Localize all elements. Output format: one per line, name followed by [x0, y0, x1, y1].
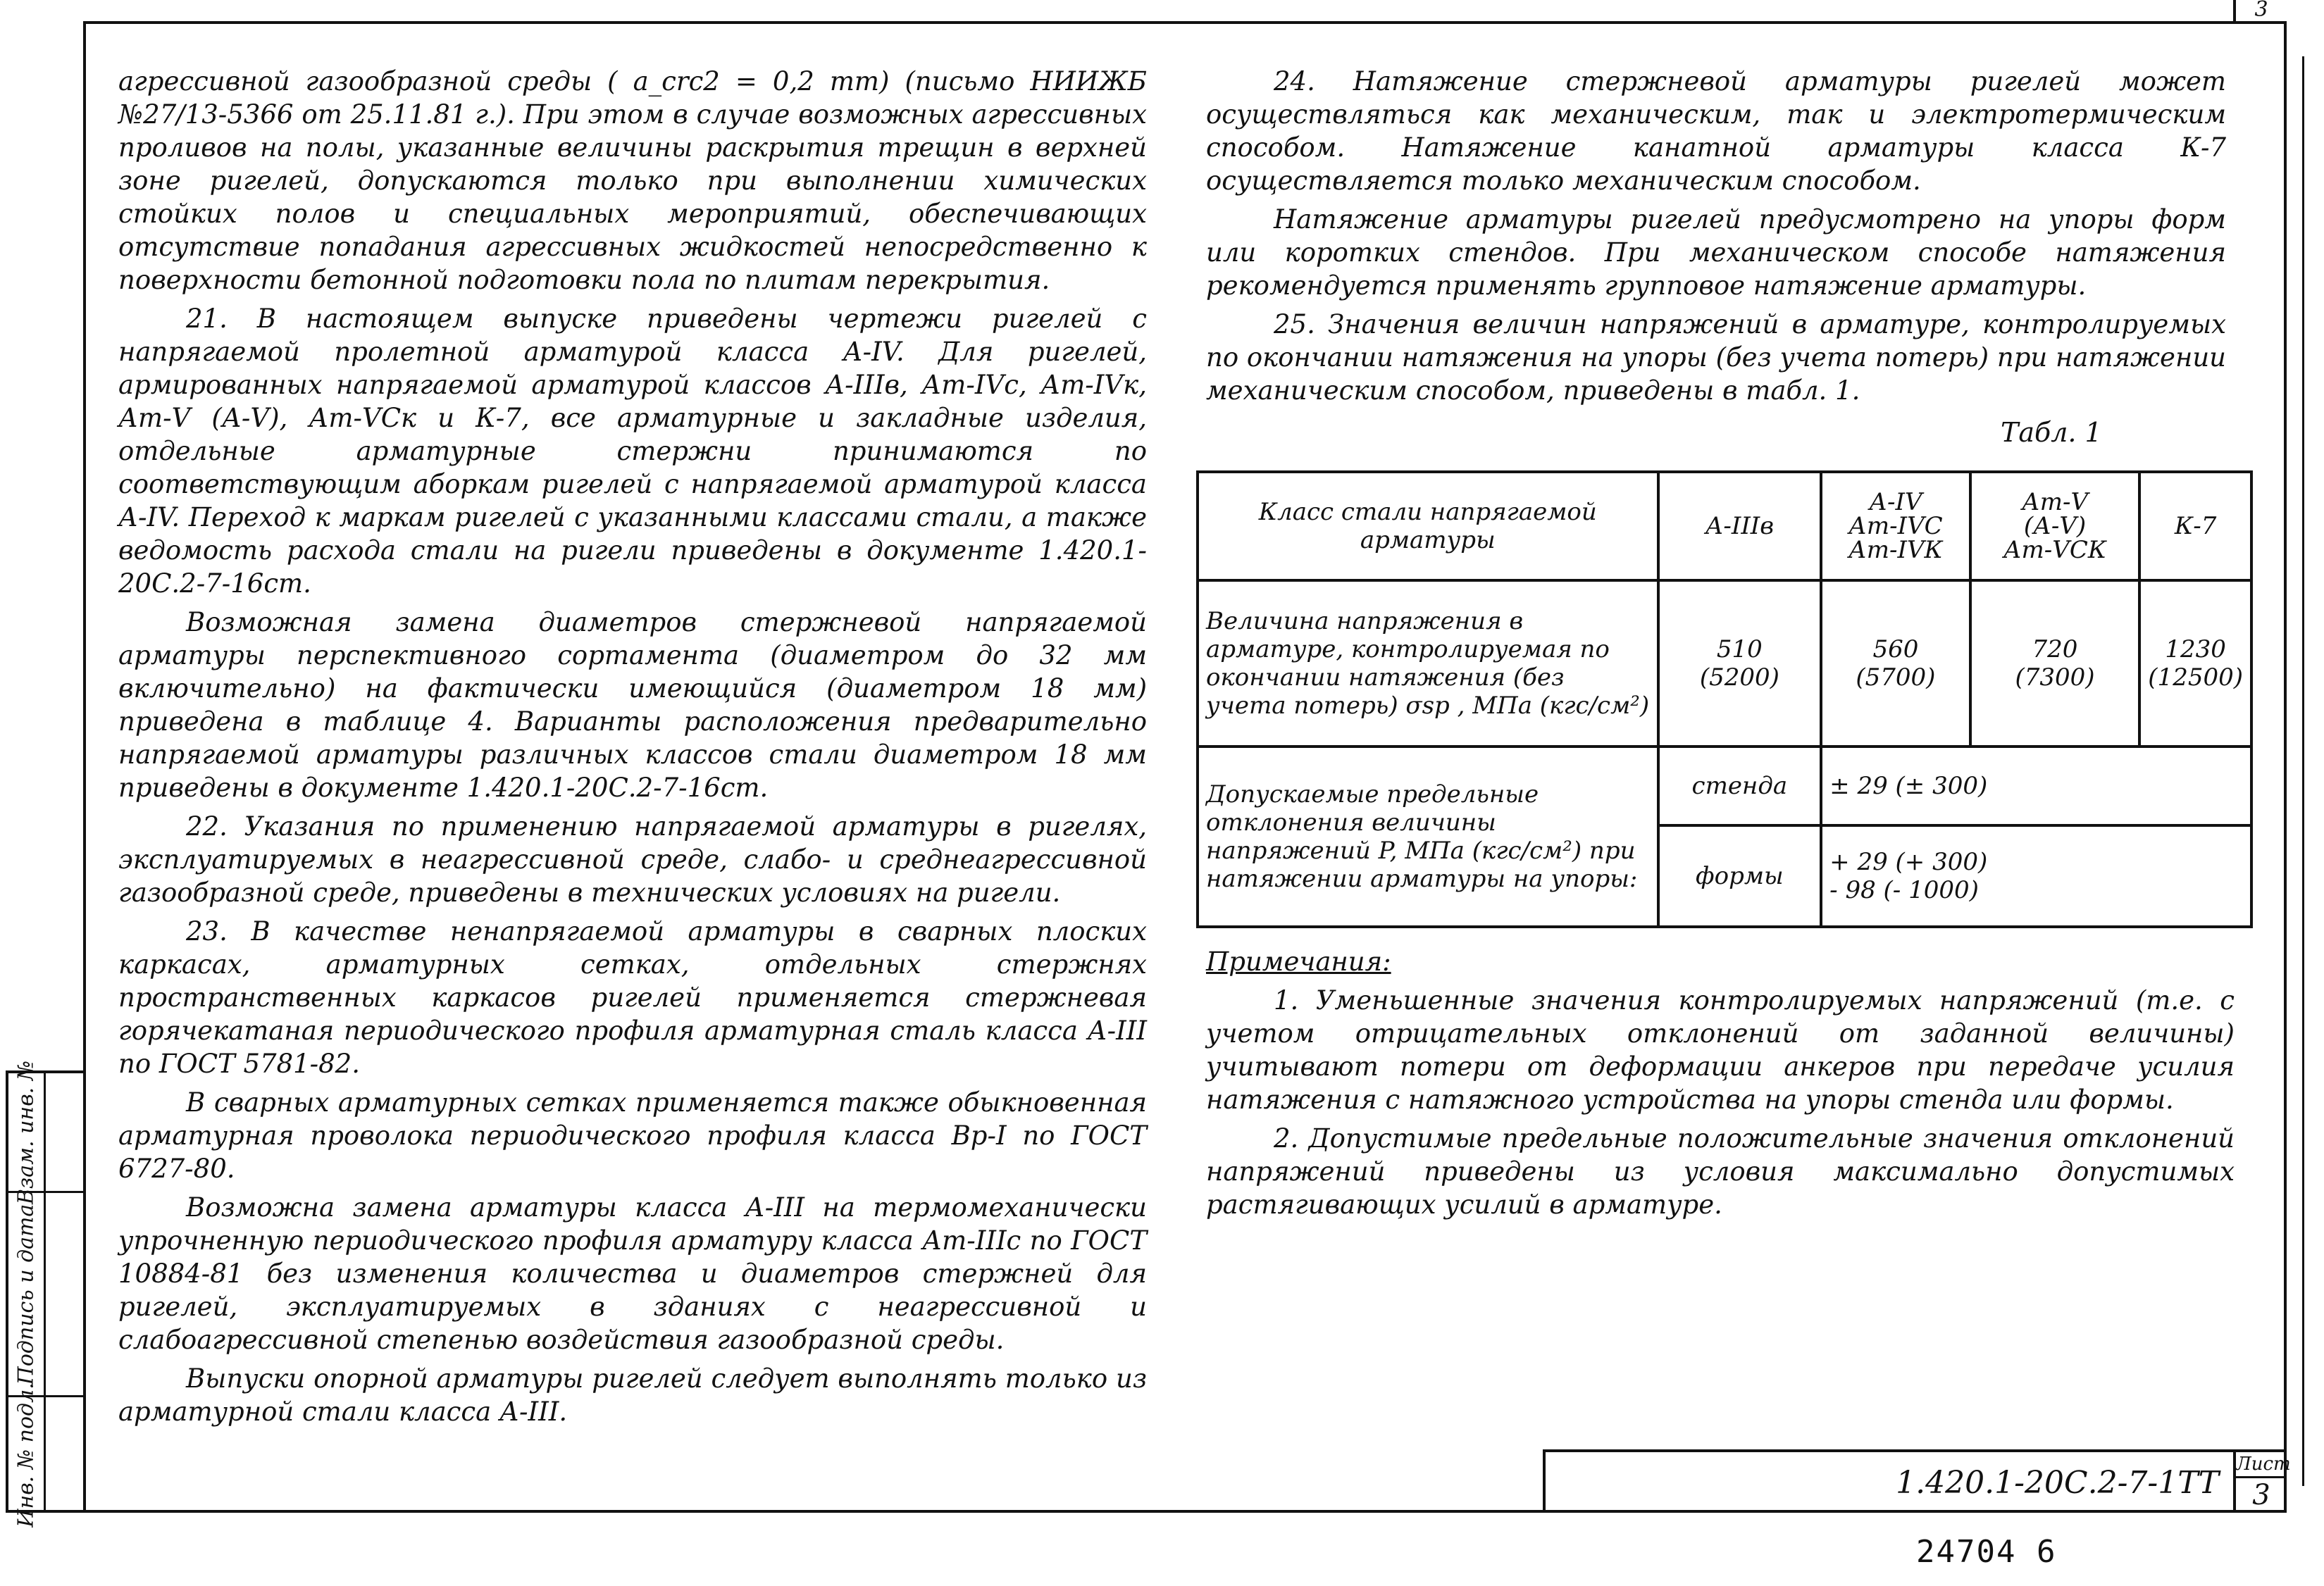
- margin-cell-sign-value: [44, 1193, 83, 1397]
- paragraph: 22. Указания по применению напрягаемой арматуры в ригелях, эксплуатируемых в неагрессивной среде, слабо- и среднеагрессивной газообразной среде, приведены в технических условиях на ригели.: [118, 811, 1147, 908]
- header-class-at5: [1970, 472, 2140, 580]
- header-class-k7: К-7: [2139, 472, 2251, 580]
- margin-cell-vzam-value: [44, 1073, 83, 1193]
- sheet-label: Лист: [2236, 1452, 2287, 1478]
- left-text-column: [118, 65, 1147, 1434]
- note-item: 2. Допустимые предельные положительные значения отклонений напряжений приведены из условия максимально допустимых растягивающих усилий в арматуре.: [1206, 1123, 2235, 1220]
- paragraph: агрессивной газообразной среды ( a_crc2 = 0,2 mm) (письмо НИИЖБ №27/13-5366 от 25.11.81 г.). При этом в случае возможных агрессивных проливов на полы, указанные величины раскрытия трещин в верхней зоне ригелей, допускаются только при выполнении химических стойких полов и специальных мероприятий, обеспечивающих отсутствие попадания агрессивных жидкостей непосредственно к поверхности бетонной подготовки пола по плитам перекрытия.: [118, 66, 1147, 295]
- header-class-a4: [1821, 472, 1970, 580]
- header-class-a3v: А-IIIв: [1658, 472, 1822, 580]
- sheet-number: 3: [2252, 1479, 2270, 1511]
- header-class-at4s-line: Ат-IVС: [1848, 511, 1943, 540]
- paragraph: Натяжение арматуры ригелей предусмотрено на упоры форм или коротких стендов. При механическом способе натяжения рекомендуется применять групповое натяжение арматуры.: [1206, 204, 2226, 301]
- paragraph: Возможная замена диаметров стержневой напрягаемой арматуры перспективного сортамента (диаметром до 32 мм включительно) на фактически имеющийся (диаметром 18 мм) приведена в таблице 4. Варианты расположения предварительно напрягаемой арматуры различных классов стали диаметром 18 мм приведены в документе 1.420.1-20С.2-7-16ст.: [118, 607, 1147, 803]
- value-mpa: 510: [1716, 635, 1763, 663]
- row-stand-label: стенда: [1658, 747, 1822, 826]
- value-kgs: (7300): [2015, 663, 2095, 692]
- row-form-label: формы: [1658, 825, 1822, 927]
- header-class-a4-line: А-IV: [1869, 487, 1922, 516]
- row-deviation-label: Допускаемые предельные отклонения величины напряжений P, МПа (кгс/см²) при натяжении арматуры на упоры:: [1198, 747, 1658, 927]
- form-value-minus: - 98 (- 1000): [1829, 876, 1979, 905]
- paragraph: 25. Значения величин напряжений в арматуре, контролируемых по окончании натяжения на упоры (без учета потерь) при натяжении механическим способом, приведены в табл. 1.: [1206, 309, 2226, 406]
- paragraph: 21. В настоящем выпуске приведены чертежи ригелей с напрягаемой пролетной арматурой класса А-IV. Для ригелей, армированных напрягаемой арматурой классов А-IIIв, Ат-IVс, Ат-IVк, Ат-V (А-V), Ат-VСк и К-7, все арматурные и закладные изделия, отдельные арматурные стержни принимаются по соответствующим аборкам ригелей с напрягаемой арматурой класса А-IV. Переход к маркам ригелей с указанными классами стали, а также ведомость расхода стали на ригели приведены в документе 1.420.1-20С.2-7-16ст.: [118, 304, 1147, 599]
- header-class-at5sk-line: Ат-VСК: [2003, 535, 2107, 564]
- value-kgs: (12500): [2148, 663, 2243, 692]
- row-stress-value-4: [2139, 580, 2251, 747]
- margin-cell-vzam: [8, 1060, 44, 1204]
- row-form-value: [1821, 825, 2251, 927]
- header-label: Класс стали напрягаемой арматуры: [1198, 472, 1658, 580]
- header-class-at5-line: Ат-V: [2021, 487, 2088, 516]
- margin-inv-podl: Инв. № подл.: [13, 1382, 39, 1528]
- row-stress-value-1: [1658, 580, 1822, 747]
- sheet-number-box: [2233, 1449, 2291, 1513]
- header-class-at4k-line: Ат-IVК: [1848, 535, 1943, 564]
- page-corner-number: 3: [2233, 0, 2287, 23]
- notes-title: Примечания:: [1206, 947, 1391, 977]
- row-stress-value-3: [1970, 580, 2140, 747]
- margin-vzam-inv: Взам. инв. №: [13, 1060, 39, 1204]
- notes-section: [1206, 945, 2235, 1227]
- paragraph: Возможна замена арматуры класса А-III на термомеханически упрочненную периодического профиля арматуру класса Ат-IIIс по ГОСТ 10884-81 без изменения количества и диаметров стержней для ригелей, эксплуатируемых в зданиях с неагрессивной и слабоагрессивной степенью воздействия газообразной среды.: [118, 1192, 1147, 1355]
- margin-sign-date: Подпись и дата: [13, 1204, 39, 1385]
- header-class-a5-line: (А-V): [2023, 511, 2087, 540]
- value-kgs: (5700): [1856, 663, 1936, 692]
- value-mpa: 560: [1872, 635, 1919, 663]
- paragraph: 23. В качестве ненапрягаемой арматуры в сварных плоских каркасах, арматурных сетках, отдельных стержнях пространственных каркасов ригелей применяется стержневая горячекатаная периодического профиля арматурная сталь класса А-III по ГОСТ 5781-82.: [118, 916, 1147, 1079]
- value-mpa: 1230: [2165, 635, 2226, 663]
- margin-cell-inv-value: [44, 1397, 83, 1513]
- paragraph: Выпуски опорной арматуры ригелей следует выполнять только из арматурной стали класса А-III.: [118, 1363, 1147, 1427]
- margin-cell-sign: [8, 1193, 44, 1397]
- row-stress-value-2: [1821, 580, 1970, 747]
- value-mpa: 720: [2032, 635, 2078, 663]
- paragraph: В сварных арматурных сетках применяется также обыкновенная арматурная проволока периодического профиля класса Вр-I по ГОСТ 6727-80.: [118, 1087, 1147, 1184]
- table-header-row: [1198, 472, 2251, 580]
- title-block: [1543, 1449, 2233, 1513]
- value-kgs: (5200): [1699, 663, 1779, 692]
- form-value-plus: + 29 (+ 300): [1829, 848, 1988, 877]
- edge-line: [2302, 56, 2304, 1486]
- stress-table: [1196, 470, 2253, 928]
- row-stand-value: ± 29 (± 300): [1821, 747, 2251, 826]
- table-caption: Табл. 1: [2001, 417, 2102, 448]
- row-stress-label: Величина напряжения в арматуре, контролируемая по окончании натяжения (без учета потерь) σsp , МПа (кгс/см²): [1198, 580, 1658, 747]
- paragraph: 24. Натяжение стержневой арматуры ригелей может осуществляться как механическим, так и электротермическим способом. Натяжение канатной арматуры класса К-7 осуществляется только механическим способом.: [1206, 66, 2226, 196]
- table-row-stress: [1198, 580, 2251, 747]
- right-text-column: [1206, 65, 2226, 413]
- document-code: 1.420.1-20С.2-7-1ТТ: [1896, 1465, 2219, 1501]
- note-item: 1. Уменьшенные значения контролируемых напряжений (т.е. с учетом отрицательных отклонений от заданной величины) учитывают потери от деформации анкеров при передаче усилия натяжения с натяжного устройства на упоры стенда или формы.: [1206, 985, 2235, 1115]
- archive-number: 24704 6: [1916, 1534, 2057, 1570]
- margin-stamp: [6, 1060, 83, 1528]
- table-row-stand: [1198, 747, 2251, 826]
- margin-cell-inv: [8, 1382, 44, 1528]
